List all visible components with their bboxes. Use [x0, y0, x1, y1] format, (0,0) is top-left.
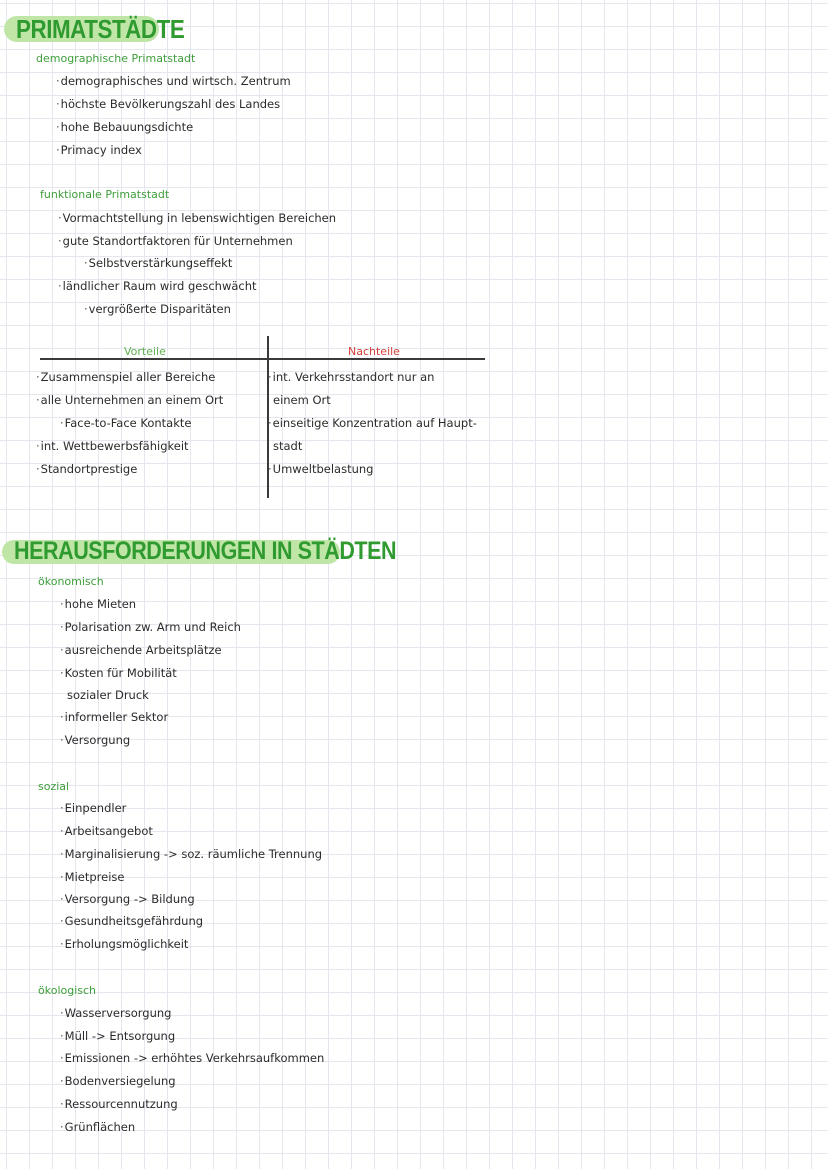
table-cell-vorteil: · Zusammenspiel aller Bereiche [36, 370, 215, 384]
list-item: · Versorgung [60, 733, 130, 747]
list-item: · Bodenversiegelung [60, 1074, 176, 1088]
list-item: · höchste Bevölkerungszahl des Landes [56, 97, 280, 111]
table-cell-vorteil: · int. Wettbewerbsfähigkeit [36, 439, 189, 453]
subheading-oekonomisch: ökonomisch [38, 575, 104, 588]
list-item: · ländlicher Raum wird geschwächt [58, 279, 257, 293]
subheading-funktionale: funktionale Primatstadt [40, 188, 170, 201]
list-item: · Versorgung -> Bildung [60, 892, 195, 906]
table-cell-vorteil: · Face-to-Face Kontakte [60, 416, 191, 430]
subheading-sozial: sozial [38, 780, 70, 793]
table-cell-nachteil: · einseitige Konzentration auf Haupt- [268, 416, 477, 430]
list-item: · Arbeitsangebot [60, 824, 153, 838]
list-item: · Mietpreise [60, 870, 124, 884]
table-cell-vorteil: · alle Unternehmen an einem Ort [36, 393, 223, 407]
list-item: · informeller Sektor [60, 710, 168, 724]
table-cell-nachteil: · Umweltbelastung [268, 462, 373, 476]
list-item: · Gesundheitsgefährdung [60, 914, 203, 928]
table-horizontal-rule [40, 358, 485, 360]
list-item: · gute Standortfaktoren für Unternehmen [58, 234, 293, 248]
list-item: · Ressourcennutzung [60, 1097, 178, 1111]
list-item: · Primacy index [56, 143, 142, 157]
list-item: · Kosten für Mobilität [60, 666, 177, 680]
list-item: · Müll -> Entsorgung [60, 1029, 175, 1043]
table-cell-nachteil: einem Ort [273, 393, 331, 407]
list-item: · Einpendler [60, 801, 126, 815]
list-item: · Wasserversorgung [60, 1006, 171, 1020]
list-item: · demographisches und wirtsch. Zentrum [56, 74, 291, 88]
subheading-oekologisch: ökologisch [38, 984, 97, 997]
list-item: · hohe Bebauungsdichte [56, 120, 193, 134]
list-item: · Polarisation zw. Arm und Reich [60, 620, 241, 634]
table-cell-vorteil: · Standortprestige [36, 462, 137, 476]
page-title-primatstaedte: PRIMATSTÄDTE [16, 14, 185, 44]
list-item: · Grünflächen [60, 1120, 135, 1134]
table-cell-nachteil: stadt [273, 439, 303, 453]
subheading-demographische: demographische Primatstadt [36, 52, 196, 65]
list-item: · Vormachtstellung in lebenswichtigen Bereichen [58, 211, 336, 225]
list-item: · Selbstverstärkungseffekt [84, 256, 232, 270]
list-item: · Marginalisierung -> soz. räumliche Trennung [60, 847, 322, 861]
list-item: · ausreichende Arbeitsplätze [60, 643, 222, 657]
list-item: · Erholungsmöglichkeit [60, 937, 188, 951]
list-item: · Emissionen -> erhöhtes Verkehrsaufkommen [60, 1051, 324, 1065]
page-title-herausforderungen: HERAUSFORDERUNGEN IN STÄDTEN [14, 537, 397, 565]
table-header-nachteile: Nachteile [348, 345, 400, 358]
list-item: · hohe Mieten [60, 597, 136, 611]
list-item: sozialer Druck [67, 688, 149, 702]
table-cell-nachteil: · int. Verkehrsstandort nur an [268, 370, 434, 384]
table-header-vorteile: Vorteile [124, 345, 166, 358]
list-item: · vergrößerte Disparitäten [84, 302, 231, 316]
